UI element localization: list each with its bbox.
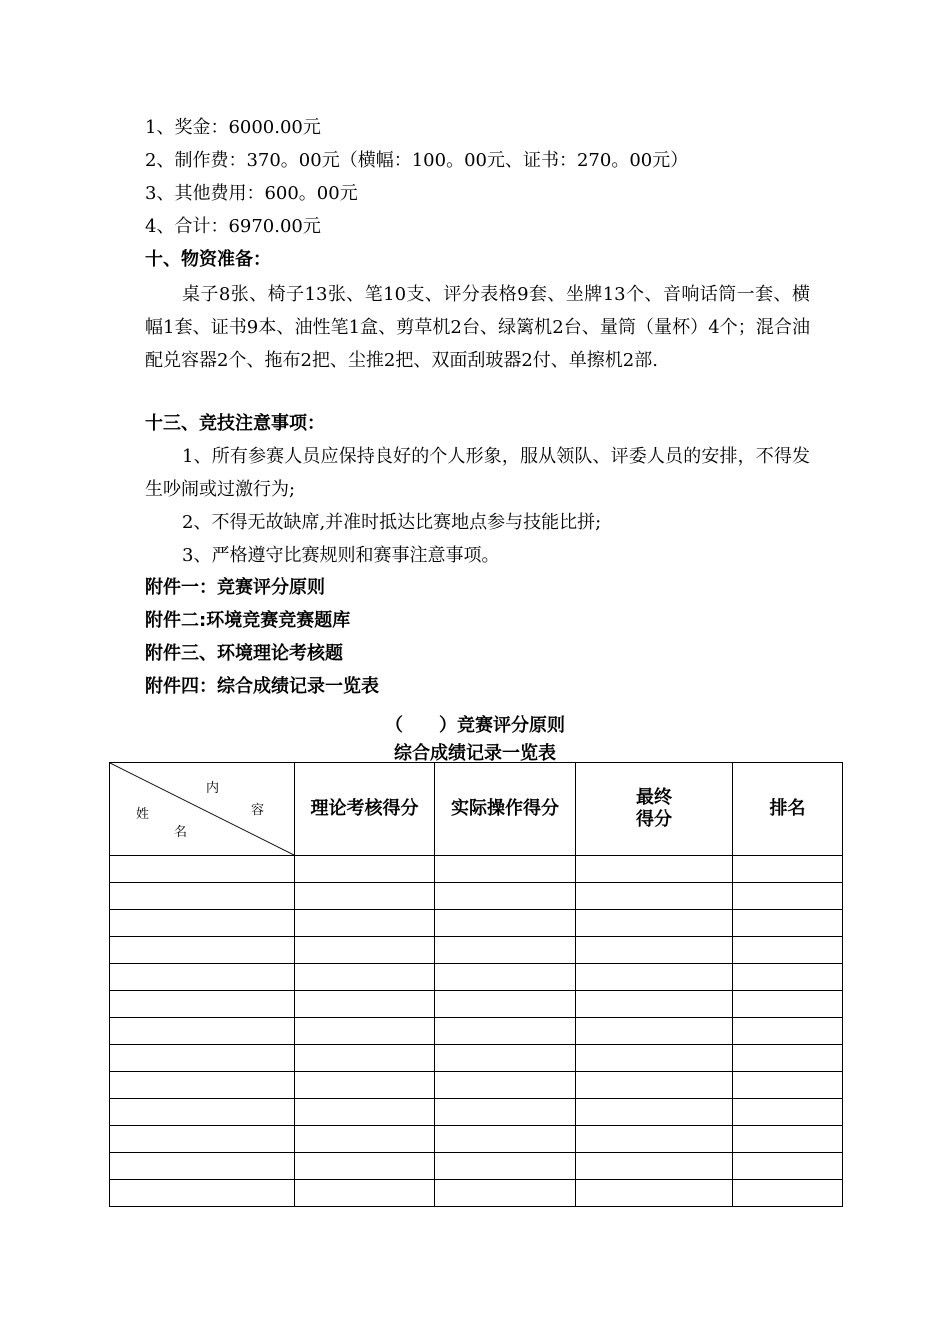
table-cell	[295, 856, 435, 883]
table-cell	[576, 964, 733, 991]
table-cell	[435, 1072, 576, 1099]
table-cell	[295, 1180, 435, 1207]
table-cell	[435, 1153, 576, 1180]
section-13-heading: 十三、竞技注意事项：	[145, 413, 325, 434]
table-cell	[576, 1126, 733, 1153]
table-cell	[110, 910, 295, 937]
diagonal-label-content-1: 内	[206, 781, 220, 796]
table-cell	[110, 937, 295, 964]
attachment-3: 附件三、环境理论考核题	[145, 643, 343, 664]
table-cell	[733, 910, 843, 937]
section-10-body: 桌子8张、椅子13张、笔10支、评分表格9套、坐牌13个、音响话筒一套、横幅1套、证书9本、油性笔1盒、剪草机2台、绿篱机2台、量筒（量杯）4个；混合油配兑容器2个、拖布2把、尘推2把、双面刮玻器2付、单擦机2部.	[145, 284, 810, 371]
table-cell	[733, 1099, 843, 1126]
table-cell	[576, 937, 733, 964]
table-cell	[110, 856, 295, 883]
table-cell	[733, 1045, 843, 1072]
budget-item-1: 1、奖金：6000.00元	[145, 117, 321, 138]
table-cell	[110, 1018, 295, 1045]
table-row	[110, 856, 843, 883]
budget-item-3: 3、其他费用：600。00元	[145, 183, 358, 204]
column-final-score-line-2: 得分	[636, 809, 672, 830]
table-cell	[733, 937, 843, 964]
table-cell	[733, 1153, 843, 1180]
table-cell	[295, 883, 435, 910]
table-cell	[576, 1180, 733, 1207]
table-cell	[110, 1099, 295, 1126]
table-cell	[435, 1180, 576, 1207]
table-cell	[576, 910, 733, 937]
table-cell	[110, 1126, 295, 1153]
table-cell	[733, 883, 843, 910]
attachment-2: 附件二:环境竞赛竞赛题库	[145, 610, 351, 631]
table-cell	[435, 883, 576, 910]
table-cell	[435, 964, 576, 991]
section-13-paragraph-3: 3、严格遵守比赛规则和赛事注意事项。	[182, 545, 500, 566]
table-row	[110, 1045, 843, 1072]
table-cell	[576, 1099, 733, 1126]
table-cell	[733, 991, 843, 1018]
table-cell	[110, 964, 295, 991]
table-row	[110, 937, 843, 964]
table-row	[110, 1072, 843, 1099]
score-record-table	[109, 762, 843, 1207]
table-row	[110, 964, 843, 991]
table-cell	[435, 1018, 576, 1045]
table-cell	[295, 1045, 435, 1072]
table-cell	[435, 991, 576, 1018]
table-cell	[295, 1153, 435, 1180]
diagonal-label-content-2: 容	[251, 803, 265, 818]
table-row	[110, 1099, 843, 1126]
column-practice-score: 实际操作得分	[435, 763, 576, 856]
section-13-paragraph-2: 2、不得无故缺席,并准时抵达比赛地点参与技能比拼;	[182, 512, 602, 533]
table-cell	[576, 991, 733, 1018]
table-cell	[295, 1072, 435, 1099]
table-cell	[435, 1099, 576, 1126]
column-final-score	[576, 763, 733, 856]
table-cell	[576, 856, 733, 883]
section-13-paragraph-1: 1、所有参赛人员应保持良好的个人形象，服从领队、评委人员的安排，不得发生吵闹或过激行为;	[145, 446, 810, 500]
table-cell	[295, 991, 435, 1018]
budget-item-4: 4、合计：6970.00元	[145, 216, 321, 237]
table-cell	[733, 1072, 843, 1099]
scoring-title: （ ）竞赛评分原则	[385, 715, 565, 736]
table-cell	[295, 1018, 435, 1045]
table-cell	[295, 910, 435, 937]
table-cell	[110, 883, 295, 910]
table-row	[110, 1180, 843, 1207]
diagonal-label-name-2: 名	[174, 825, 188, 840]
column-rank: 排名	[733, 763, 843, 856]
budget-item-2: 2、制作费：370。00元（横幅：100。00元、证书：270。00元）	[145, 150, 689, 171]
table-cell	[435, 1126, 576, 1153]
table-cell	[435, 910, 576, 937]
column-theory-score: 理论考核得分	[295, 763, 435, 856]
table-cell	[435, 856, 576, 883]
summary-table-title: 综合成绩记录一览表	[394, 743, 556, 764]
table-cell	[733, 856, 843, 883]
table-cell	[733, 964, 843, 991]
column-final-score-line-1: 最终	[636, 787, 672, 808]
table-cell	[295, 937, 435, 964]
table-cell	[295, 1099, 435, 1126]
table-row	[110, 910, 843, 937]
table-cell	[733, 1180, 843, 1207]
diagonal-label-name-1: 姓	[136, 807, 150, 822]
table-cell	[576, 1045, 733, 1072]
attachment-1: 附件一：竞赛评分原则	[145, 577, 325, 598]
table-header-row	[110, 763, 843, 856]
table-cell	[733, 1126, 843, 1153]
table-row	[110, 883, 843, 910]
table-cell	[733, 1018, 843, 1045]
table-cell	[576, 1018, 733, 1045]
table-cell	[576, 1072, 733, 1099]
table-cell	[295, 1126, 435, 1153]
table-row	[110, 991, 843, 1018]
table-cell	[576, 1153, 733, 1180]
table-cell	[435, 937, 576, 964]
table-cell	[295, 964, 435, 991]
table-cell	[435, 1045, 576, 1072]
diagonal-header-cell	[110, 763, 295, 856]
section-10-heading: 十、物资准备：	[145, 249, 271, 270]
table-row	[110, 1126, 843, 1153]
table-cell	[576, 883, 733, 910]
table-cell	[110, 1072, 295, 1099]
attachment-4: 附件四：综合成绩记录一览表	[145, 676, 379, 697]
table-cell	[110, 1045, 295, 1072]
table-cell	[110, 991, 295, 1018]
table-row	[110, 1018, 843, 1045]
table-cell	[110, 1153, 295, 1180]
table-row	[110, 1153, 843, 1180]
table-cell	[110, 1180, 295, 1207]
